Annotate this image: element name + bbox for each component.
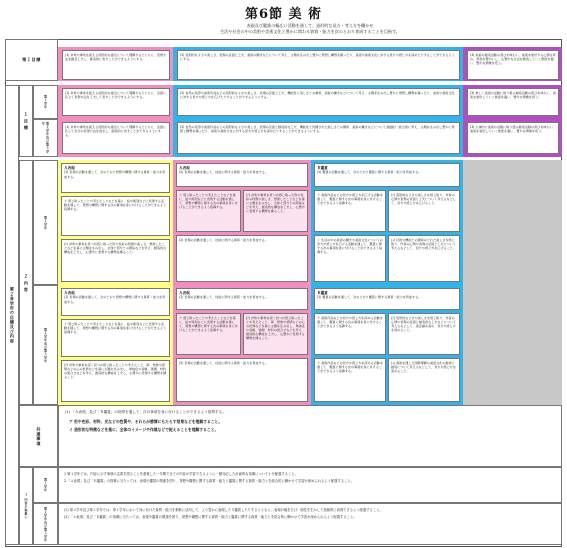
g1-c-head [314,163,460,187]
g1-a-item1-text: ア 感じ取ったことや考えたことなどを基に、絵や彫刻などに表現する活動を通して、発想や構想に関する次の事項を身に付けることができるよう指導する。 [64,198,167,211]
g2-c-head [314,288,460,310]
objectives-grade2-label [33,119,58,157]
section1-label [5,39,58,81]
g2-a-item2 [61,360,170,402]
handling-grade1-text: 第１学年 [43,478,48,492]
handling-grade1-label [33,467,58,503]
objectives-label [19,85,33,157]
goal-2 [177,50,460,80]
g2-c-item1 [314,313,386,355]
g1-c-item3-text: イ 生活の中の美術の働きや美術文化についての見方や感じ方を広げる活動を通して、鑑賞に関する次の事項を身に付けることができるよう指導する。 [317,237,383,255]
g1-c-item2 [388,190,460,232]
g2-a-head-title: Ａ表現 [64,290,75,295]
g2-c-head-text: (1) 鑑賞の活動を通して、次のとおり鑑賞に関する資質・能力を育成する。 [317,295,422,300]
handling-g2 [58,503,562,545]
g1-a-item2 [61,239,170,282]
objectives-label-text: １ 目 標 [23,112,29,130]
g1-c-item2-text: (ｱ) 造形的なよさや美しさを感じ取り、作者の心情や表現の意図と工夫について考えるなどして、見方や感じ方を広げること。 [391,192,456,205]
g1-obj-c [467,88,559,116]
common-label-text: 共通事項 [36,426,42,446]
g2-obj-a [62,122,170,154]
page-title: 第6節 美 術 [244,7,323,22]
g2-col-d-bg [463,285,562,405]
objectives-grade1-text: 第１学年 [43,95,48,109]
intro-line-2: 生活や社会の中の美術や美術文化と豊かに関わる資質・能力を次のとおり育成することを目指す。 [220,29,400,35]
g1-obj-a-text: (1) 対象や事象を捉える造形的な視点について理解するとともに、意図に応じて表現方法を工夫して表すことができるようにする。 [65,90,167,99]
g1-b-item2-text: (ｱ) 対象や事象を見つめ感じ取った形や色彩の特徴や美しさ、想像したことなどを基に主題を生み出し、全体と部分との関係などを考え、創造的な構成を工夫し、心豊かに表現する構想を練ること。 [246,192,305,214]
goal-3 [467,50,559,80]
goal-2-text: (2) 造形的なよさや美しさ、表現の意図と工夫、美術の働きなどについて考え、主題を生み出し豊かに発想し構想を練ったり、美術や美術文化に対する見方や感じ方を深めたりすることができるようにする。 [180,52,455,61]
g2-c-item3 [314,358,386,402]
g2-a-item1 [61,319,170,357]
page-intro [60,23,560,35]
g1-b-item3 [176,235,308,282]
g2-b-item3-text: (2) 表現の活動を通して、技能に関する資質・能力を育成する。 [179,360,268,365]
handling-grade2-text: 第２学年及び第３学年 [43,506,48,542]
section2-label [5,85,19,545]
g1-a-head-title: Ａ表現 [64,165,75,170]
g1-c-item4-text: (ｲ) 目的や機能との調和のとれた美しさを感じ取り、作者の心情や表現の意図と工夫について考えるなどして、見方や感じ方を広げること。 [391,237,456,250]
goal-1 [62,50,170,80]
g1-obj-a [62,88,170,116]
g2-b-item2-text: (ｱ) 対象や事象を深く見つめ感じ取ったことや考えたこと、夢、想像や感情などの心の世界などを基に主題を生み出し、単純化や省略、強調、材料の組合せなどを考え、創造的な構成を工夫し、心豊かに表現する構想を練ること。 [246,315,305,341]
g1-b-head-text: (2) 表現の活動を通して、技能に関する資質・能力を育成する。 [179,170,268,175]
g1-obj-b [177,88,460,116]
handling-g1 [58,467,562,503]
objectives-grade1-label [33,85,58,119]
g2-c-item2-text: (ｱ) 造形的なよさや美しさを感じ取り、作者の心情や表現の意図と創造的な工夫などについて考えるなどして、美意識を高め、見方や感じ方を深めること。 [391,315,456,333]
common-b: イ 造形的な特徴などを基に、全体のイメージや作風などで捉えることを理解すること。 [69,426,219,432]
g2-c-item4-text: (ｲ) 美術を通した国際理解や美術文化の継承と創造について考えるなどして、見方や感じ方を深めること。 [391,360,456,373]
g1-c-item1 [314,190,386,232]
g2-b-head [176,288,308,310]
g2-obj-c-text: (3) 主体的に美術の活動に取り組み創造活動の喜びを味わい、美術を愛好していく態度を養い、豊かな情操を培う。 [470,124,556,133]
g2-c-item3-text: ア 美術作品などの見方や感じ方を深める活動を通して、鑑賞に関する次の事項を身に付けることができるよう指導する。 [317,360,383,373]
g2-b-item3 [176,358,308,402]
handling-h1: 1 第１学年では、内容に示す事項の定着を図ることを重視した一年間で全ての内容が学習できるように一層対応した計画的な指導について十分配慮すること。 [64,472,298,476]
goal-1-text: (1) 対象や事象を捉える造形的な視点について理解するとともに、表現方法を創意工夫し、創造的に表すことができるようにする。 [65,52,167,61]
contents-grade2-text: 第２学年及び第３学年 [43,327,48,363]
common-a: ア 形や色彩、材料、光などの性質や、それらが感情にもたらす効果などを理解すること。 [69,418,223,424]
g2-obj-a-text: (1) 対象や事象を捉える造形的な視点について理解するとともに、意図に応じて自分の表現方法を追求し、創造的に表すことができるようにする。 [65,124,167,137]
contents-label [19,160,33,405]
g2-b-item2 [243,313,308,355]
g1-c-head-title: Ｂ鑑賞 [317,165,328,170]
g1-b-item3-text: (2) 表現の活動を通して、技能に関する資質・能力を育成する。 [179,237,268,242]
handling-label [19,467,33,545]
g2-b-head-text: (2) 表現の活動を通して、技能に関する資質・能力を育成する。 [179,295,268,300]
g1-b-head-title: Ａ表現 [179,165,190,170]
objectives-grade2-text: 第２学年及び第３学年 [41,121,50,153]
handling-grade2-label [33,503,58,545]
g1-c-item1-text: ア 美術作品などの見方や感じ方を広げる活動を通して、鑑賞に関する次の事項を身に付けることができるよう指導する。 [317,192,383,205]
g2-a-item2-text: (ｱ) 対象や事象を深く見つめ感じ取ったことや考えたこと、夢、想像や感情などの心の世界などを基に主題を生み出し、単純化や省略、強調、材料の組合せなどを考え、創造的な構成を工夫し、心豊かに表現する構想を練ること。 [64,362,167,380]
goal-3-text: (3) 美術の創造活動の喜びを味わい、美術を愛好する心情を育み、感性を豊かにし、心豊かな生活を創造していく態度を養い、豊かな情操を培う。 [470,52,556,65]
g1-col-d-bg [463,160,562,285]
g1-a-item1 [61,196,170,236]
g1-b-head [176,163,308,187]
g2-obj-b-text: (2) 自然の造形や美術作品などの造形的なよさや美しさ、表現の意図と創造的な工夫、機能性と洗練された美しさとの調和、美術の働きなどについて独創的・総合的に考え、主題を生み出し豊かに発想し構想を練ったり、美術や美術文化に対する見方や感じ方を深めたりすることができるようにする。 [180,124,455,133]
g2-a-head-text: (1) 表現の活動を通して、次のとおり発想や構想に関する資質・能力を育成する。 [64,295,166,304]
common-intro: (1) 「Ａ表現」及び「Ｂ鑑賞」の指導を通して、次の事項を身に付けることができるよう指導する。 [65,410,226,414]
g1-c-head-text: (1) 鑑賞の活動を通して、次のとおり鑑賞に関する資質・能力を育成する。 [317,170,422,175]
handling-h4: (2) 「Ａ表現」及び「Ｂ鑑賞」の指導に当たっては、表現や鑑賞の関連を図り、発想や構想に関する資質・能力と鑑賞に関する資質・能力とを総合的に働かせて学習が深められるよう配慮すること。 [64,515,357,520]
contents-grade1-text: 第１学年 [43,215,48,230]
g2-b-item1-text: ア 感じ取ったことや考えたことなどを基に、絵や彫刻などに表現する活動を通して、発想や構想に関する次の事項を身に付けることができるよう指導する。 [179,315,238,333]
g1-b-item1-text: ア 感じ取ったことや考えたことなどを基に、絵や彫刻などに表現する活動を通して、発想や構想に関する次の事項を身に付けることができるよう指導する。 [179,192,238,210]
g1-a-head-text: (1) 表現の活動を通して、次のとおり発想や構想に関する資質・能力を育成する。 [64,170,166,179]
g1-b-item2 [243,190,308,232]
section2-label-text: 第２各学年の目標及び内容 [9,286,15,344]
common-label [19,405,58,467]
g1-obj-b-text: (2) 自然の造形や美術作品などの造形的なよさや美しさ、表現の意図と工夫、機能性と美しさとの調和、美術の働きなどについて考え、主題を生み出し豊かに発想し構想を練ったり、美術や美術文化に対する見方や感じ方を広げたりすることができるようにする。 [180,90,455,99]
g2-c-item2 [388,313,460,355]
g2-b-head-title: Ａ表現 [179,290,190,295]
contents-grade2-label [33,285,58,405]
g2-a-item1-text: ア 感じ取ったことや考えたことなどを基に、絵や彫刻などに表現する活動を通して、発想や構想に関する次の事項を身に付けることができるよう指導する。 [64,321,167,334]
g2-b-item1 [176,313,241,355]
handling-h3: (1) 第２学年及び第３学年では、第１学年において身に付けた資質・能力を柔軟に活用して、より豊かに表現したり鑑賞したりするとともに、表現の幅を広げ、個性を生かして独創的に表現できるよう配慮すること。 [64,508,383,512]
common-block [58,405,562,467]
contents-grade1-label [33,160,58,285]
g2-c-item4 [388,358,460,402]
intro-line-1: 表現及び鑑賞の幅広い活動を通して、造形的な見方・考え方を働かせ [246,23,374,28]
g2-c-item1-text: ア 美術作品などの見方や感じ方を深める活動を通して、鑑賞に関する次の事項を身に付けることができるよう指導する。 [317,315,383,328]
section1-label-text: 第１目標 [22,57,41,63]
g1-b-item1 [176,190,241,232]
g1-c-item3 [314,235,386,282]
handling-h2: 2 「Ａ表現」及び「Ｂ鑑賞」の指導に当たっては、表現や鑑賞の関連を図り、発想や構想に関する資質・能力と鑑賞に関する資質・能力とを総合的に働かせて学習が深められるよう配慮すること。 [64,479,354,484]
handling-label-text: ３ 内容の取扱い [24,492,29,520]
g2-obj-c [467,122,559,154]
g1-a-head [61,163,170,193]
contents-label-text: ２ 内 容 [23,273,29,292]
g2-a-head [61,288,170,316]
g1-a-item2-text: (ｱ) 対象や事象を見つめ感じ取った形や色彩の特徴や美しさ、想像したことなどを基に主題を生み出し、全体と部分との関係などを考え、創造的な構成を工夫し、心豊かに表現する構想を練ること。 [64,241,167,254]
g2-obj-b [177,122,460,154]
g1-obj-c-text: (3) 楽しく美術の活動に取り組み創造活動の喜びを味わい、美術を愛好していく態度を養い、豊かな情操を培う。 [470,90,556,99]
g1-c-item4 [388,235,460,282]
g2-c-head-title: Ｂ鑑賞 [317,290,328,295]
